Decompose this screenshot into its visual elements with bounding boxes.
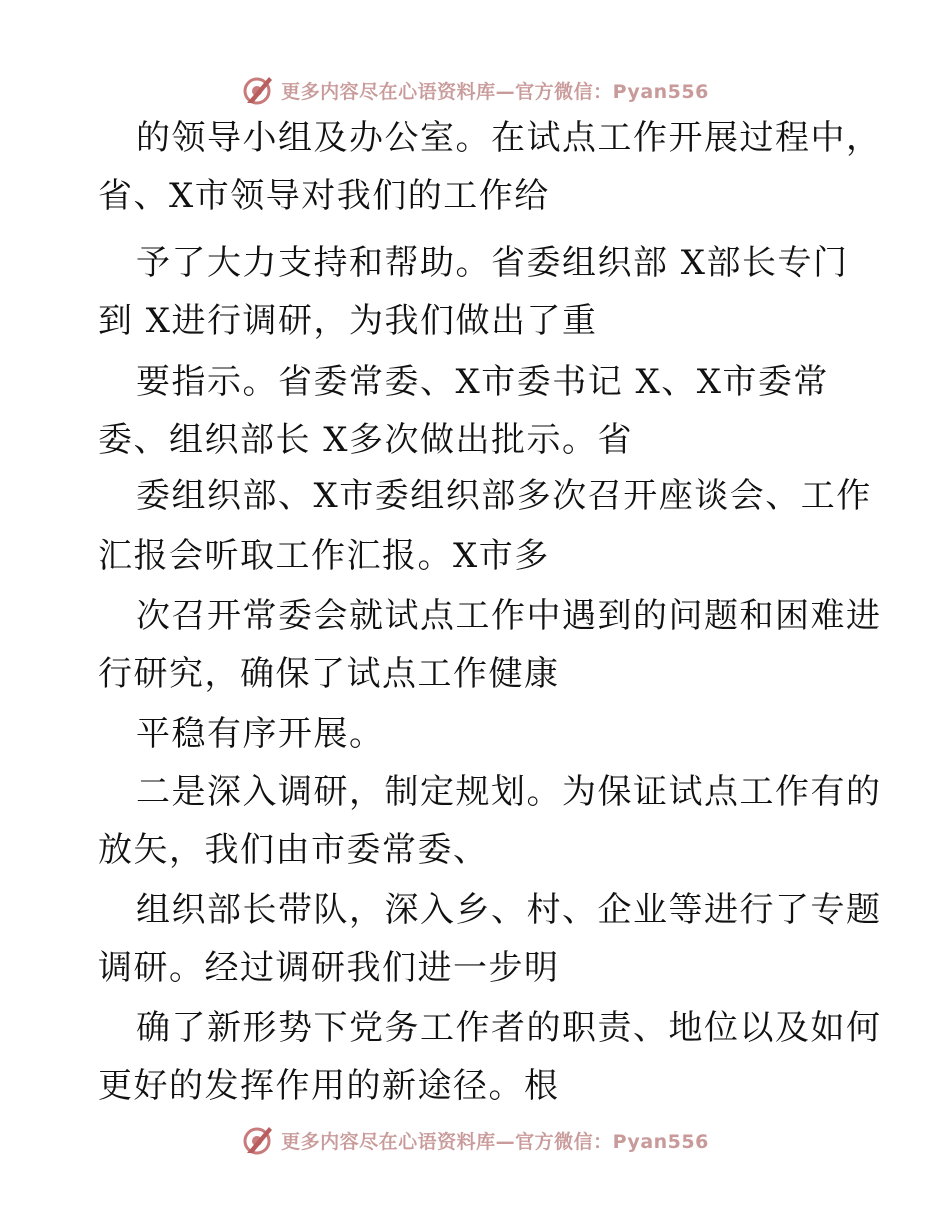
body-line: 行研究，确保了试点工作健康 — [98, 654, 560, 694]
body-line: 调研。经过调研我们进一步明 — [98, 948, 560, 988]
body-line: 平稳有序开展。 — [136, 714, 385, 754]
body-line: 更好的发挥作用的新途径。根 — [98, 1066, 560, 1106]
body-line: 放矢，我们由市委常委、 — [98, 830, 489, 870]
body-line: 确了新形势下党务工作者的职责、地位以及如何 — [136, 1008, 882, 1048]
quill-seal-icon — [241, 1123, 275, 1157]
body-line: 次召开常委会就试点工作中遇到的问题和困难进 — [136, 596, 882, 636]
body-line: 予了大力支持和帮助。省委组织部 X部长专门 — [136, 243, 849, 283]
footer-banner — [0, 1120, 950, 1160]
footer-banner-text: 更多内容尽在心语资料库—官方微信：Pyan556 — [281, 1130, 709, 1153]
header-banner — [0, 70, 950, 110]
body-line: 委、组织部长 X多次做出批示。省 — [98, 420, 634, 460]
body-line: 汇报会听取工作汇报。X市多 — [98, 536, 550, 576]
body-line: 二是深入调研，制定规划。为保证试点工作有的 — [136, 772, 882, 812]
body-line: 委组织部、X市委组织部多次召开座谈会、工作 — [136, 476, 872, 516]
body-line: 到 X进行调研，为我们做出了重 — [98, 301, 598, 341]
header-banner-text: 更多内容尽在心语资料库—官方微信：Pyan556 — [281, 80, 709, 103]
body-line: 省、X市领导对我们的工作给 — [98, 176, 550, 216]
body-line: 的领导小组及办公室。在试点工作开展过程中， — [136, 118, 882, 158]
body-line: 要指示。省委常委、X市委书记 X、X市委常 — [136, 362, 829, 402]
body-line: 组织部长带队，深入乡、村、企业等进行了专题 — [136, 890, 882, 930]
quill-seal-icon — [241, 73, 275, 107]
